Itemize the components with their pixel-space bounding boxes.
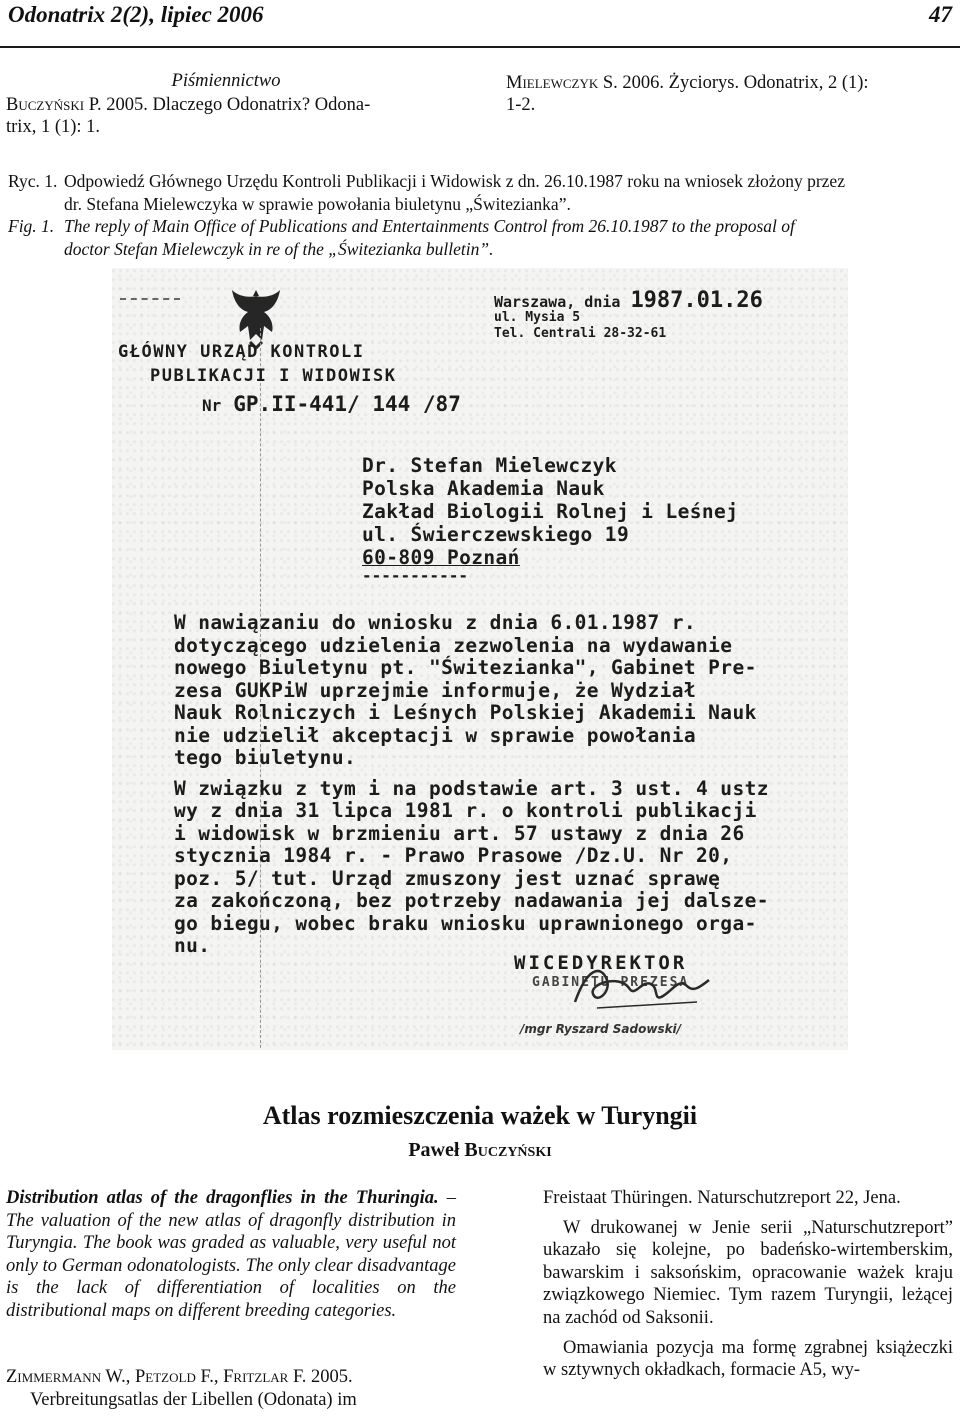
journal-title: Odonatrix 2(2), lipiec 2006 (8, 2, 264, 27)
body-line: poz. 5/ tut. Urząd zmuszony jest uznać sprawę (174, 866, 721, 890)
body-line: i widowisk w brzmieniu art. 57 ustawy z dnia 26 (174, 821, 745, 845)
reference-continuation: Freistaat Thüringen. Naturschutzreport 22, Jena. (543, 1188, 901, 1208)
body-line: stycznia 1984 r. - Prawo Prasowe /Dz.U. Nr 20, (174, 844, 733, 867)
nr-value: GP.II-441/ 144 /87 (233, 392, 461, 416)
figure-caption-en (8, 215, 954, 260)
body-line: dotyczącego udzielenia zezwolenia na wydawanie (174, 633, 733, 657)
reference-buczynski (6, 94, 452, 138)
letter-scan-image (112, 268, 848, 1050)
author-last-name: Buczyński (464, 1139, 552, 1161)
office-name-line2: PUBLIKACJI I WIDOWISK (150, 366, 397, 386)
summary-body: – The valuation of the new atlas of dragonfly distribution in Turyngia. The book was graded as valuable, very useful not only to German odonatologists. The only clear disadvantage is the lack of differentiation of localities on the distributional maps on different breeding categories. (6, 1188, 456, 1321)
caption-text-cont: doctor Stefan Mielewczyk in re of the „Świtezianka bulletin”. (64, 238, 494, 259)
reference-authors: Zimmermann W., Petzold F., Fritzlar F. (6, 1367, 307, 1387)
body-line: nowego Biuletynu pt. "Świtezianka", Gabinet Pre- (174, 656, 757, 679)
caption-text-cont: dr. Stefana Mielewczyka w sprawie powołania biuletynu „Świtezianka”. (64, 193, 571, 214)
reference-number (202, 392, 461, 416)
body-line: W nawiązaniu do wniosku z dnia 6.01.1987 r. (174, 611, 697, 634)
reference-text: P. 2005. Dlaczego Odonatrix? Odona- (84, 95, 371, 115)
letter-body (174, 612, 769, 958)
paragraph-1: W drukowanej w Jenie serii „Naturschutzreport” ukazało się kolejne, po badeńsko-wirtemberskim, bawarskim i saksońskim, opracowanie ważek kraju związkowego Niemiec. Tym razem Turyngii, leżącej na zachód od Saksonii. (543, 1217, 953, 1328)
reference-author: Mielewczyk (506, 73, 599, 93)
caption-text: The reply of Main Office of Publications and Entertainments Control from 26.10.1987 to the proposal of (64, 216, 795, 236)
reference-text-cont: 1-2. (506, 95, 536, 115)
caption-text: Odpowiedź Głównego Urzędu Kontroli Publikacji i Widowisk z dn. 26.10.1987 roku na wniosek złożony przez (64, 171, 845, 191)
office-street: ul. Mysia 5 (494, 310, 581, 325)
caption-label: Ryc. 1. (8, 171, 58, 191)
reference-text: S. 2006. Życiorys. Odonatrix, 2 (1): (598, 73, 869, 93)
reference-text-cont: trix, 1 (1): 1. (6, 117, 101, 137)
caption-label: Fig. 1. (8, 216, 55, 236)
paragraph-2: Omawiania pozycja ma formę zgrabnej książeczki w sztywnych okładkach, formacie A5, wy- (543, 1337, 953, 1381)
addressee-line: 60-809 Poznań (362, 546, 520, 569)
body-line: zesa GUKPiW uprzejmie informuje, że Wydział (174, 678, 697, 702)
article-author (0, 1139, 960, 1162)
body-line: wy z dnia 31 lipca 1981 r. o kontroli publikacji (174, 799, 757, 822)
office-phone: Tel. Centrali 28-32-61 (494, 326, 667, 341)
body-line: nu. (174, 934, 211, 957)
english-summary (6, 1187, 456, 1323)
reference-zimmermann (6, 1366, 456, 1411)
reference-title: Verbreitungsatlas der Libellen (Odonata) im (30, 1389, 357, 1410)
addressee-line: Polska Akademia Nauk (362, 477, 605, 500)
body-line: nie udzielił akceptacji w sprawie powołania (174, 723, 697, 747)
article-right-column (543, 1187, 953, 1389)
figure-caption-pl (8, 170, 954, 215)
signature-icon (567, 958, 717, 1016)
signatory-name: /mgr Ryszard Sadowski/ (520, 1022, 682, 1036)
stamp-subtitle: GABINETU PREZESA (532, 975, 690, 990)
body-line: W związku z tym i na podstawie art. 3 ust. 4 ustz (174, 776, 769, 800)
author-first-name: Paweł (408, 1139, 460, 1161)
addressee-block (362, 454, 738, 583)
references-heading: Piśmiennictwo (171, 71, 281, 91)
body-line: Nauk Rolniczych i Leśnych Polskiej Akademii Nauk (174, 701, 757, 724)
office-name-line1: GŁÓWNY URZĄD KONTROLI (118, 342, 365, 362)
place-label: Warszawa, dnia (494, 293, 621, 311)
running-header (0, 0, 960, 48)
page-number: 47 (929, 2, 952, 27)
nr-label: Nr (202, 396, 222, 415)
addressee-line: Zakład Biologii Rolnej i Leśnej (362, 500, 739, 523)
summary-title: Distribution atlas of the dragonflies in the Thuringia. (6, 1188, 439, 1208)
scan-mark (120, 298, 180, 300)
reference-mielewczyk (506, 72, 960, 116)
reference-year: 2005. (306, 1367, 353, 1387)
body-line: tego biuletynu. (174, 746, 357, 769)
reference-author: Buczyński (6, 95, 85, 115)
stamp-title: WICEDYREKTOR (514, 952, 688, 974)
body-line: go biegu, wobec braku wniosku uprawnionego orga- (174, 911, 757, 935)
addressee-line: ul. Świerczewskiego 19 (362, 523, 630, 546)
addressee-rule: ----------- (362, 566, 468, 585)
addressee-line: Dr. Stefan Mielewczyk (362, 454, 617, 477)
date-value: 1987.01.26 (630, 288, 763, 313)
eagle-emblem-icon (228, 284, 284, 350)
body-line: za zakończoną, bez potrzeby nadawania jej dalsze- (174, 889, 769, 912)
article-title: Atlas rozmieszczenia ważek w Turyngii (262, 1101, 698, 1130)
